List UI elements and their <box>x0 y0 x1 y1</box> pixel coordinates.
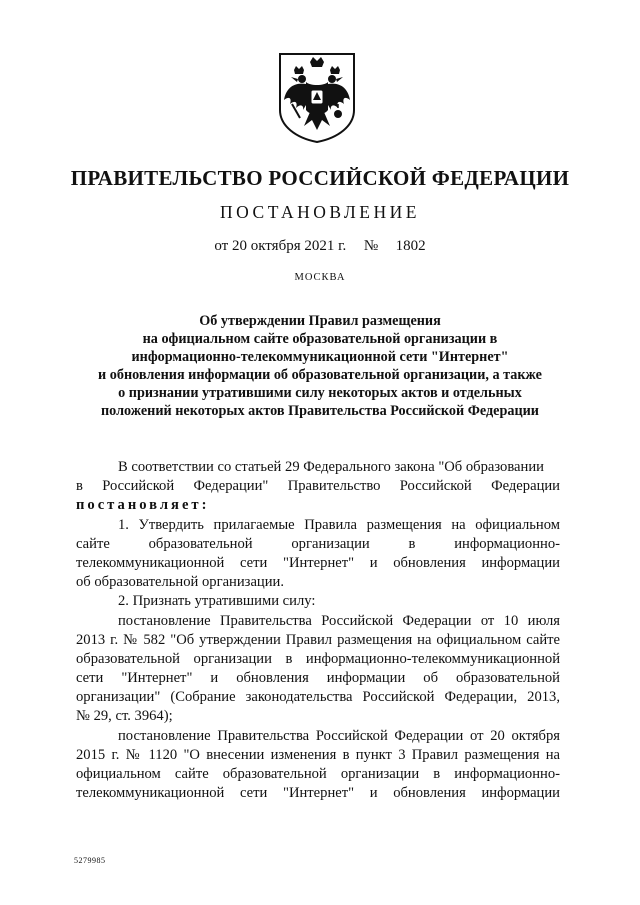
body-line: 2013 г. № 582 "Об утверждении Правил размещения на официальном сайте <box>76 631 560 648</box>
subject-line: Об утверждении Правил размещения <box>199 313 441 329</box>
government-title: ПРАВИТЕЛЬСТВО РОССИЙСКОЙ ФЕДЕРАЦИИ <box>70 166 570 190</box>
coat-of-arms-emblem <box>276 52 358 144</box>
body-line: 2. Признать утратившими силу: <box>118 593 316 610</box>
body-line: постановление Правительства Российской Федерации от 20 октября <box>118 727 560 744</box>
body-line: сайте образовательной организации в информационно- <box>76 535 560 552</box>
body-line: организации" (Собрание законодательства Российской Федерации, 2013, <box>76 689 560 706</box>
body-line: № 29, ст. 3964); <box>76 708 173 725</box>
subject-line: информационно-телекоммуникационной сети "Интернет" <box>131 349 509 365</box>
body-line: образовательной организации в информационно-телекоммуникационной <box>76 650 560 667</box>
body-line: официальном сайте образовательной организации в информационно- <box>76 766 560 782</box>
body-line: В соответствии со статьей 29 Федерального закона "Об образовании <box>118 459 544 475</box>
document-type: ПОСТАНОВЛЕНИЕ <box>220 202 420 222</box>
subject-line: о признании утратившими силу некоторых актов и отдельных <box>118 385 522 401</box>
subject-line: на официальном сайте образовательной организации в <box>142 331 498 347</box>
body-line: телекоммуникационной сети "Интернет" и обновления информации <box>76 785 560 802</box>
body-line: постановление Правительства Российской Федерации от 10 июля <box>118 612 560 629</box>
body-line: телекоммуникационной сети "Интернет" и обновления информации <box>76 554 560 571</box>
number-sign: № <box>363 238 379 254</box>
body-line: 2015 г. № 1120 "О внесении изменения в пункт 3 Правил размещения на <box>76 746 560 763</box>
body-line: в Российской Федерации" Правительство Российской Федерации <box>76 478 560 495</box>
body-line: сети "Интернет" и обновления информации об образовательной <box>76 670 560 687</box>
body-line: об образовательной организации. <box>76 574 284 591</box>
body-line: 1. Утвердить прилагаемые Правила размещения на официальном <box>118 516 560 533</box>
date-text: от 20 октября 2021 г. <box>214 238 347 254</box>
document-date-number <box>0 238 640 255</box>
city: МОСКВА <box>294 272 346 283</box>
body-line-resolves: постановляет: <box>76 497 210 514</box>
document-body <box>76 458 560 803</box>
subject-line: положений некоторых актов Правительства Российской Федерации <box>101 403 539 419</box>
document-code: 5279985 <box>74 856 106 865</box>
document-subject <box>60 312 580 420</box>
subject-line: и обновления информации об образовательной организации, а также <box>98 367 542 383</box>
document-number: 1802 <box>395 238 426 254</box>
